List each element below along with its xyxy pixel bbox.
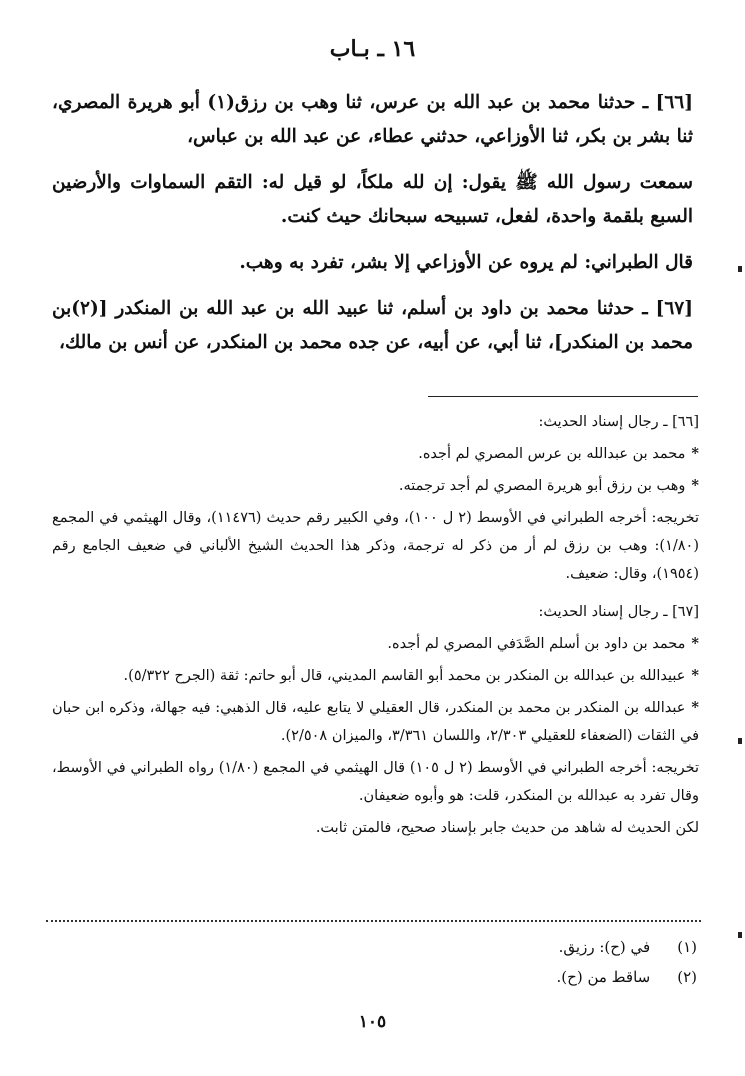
asterisk-icon: * — [691, 667, 699, 684]
footnote-1 — [52, 934, 697, 960]
asterisk-icon: * — [691, 477, 699, 494]
tabarani-comment: قال الطبراني: لم يروه عن الأوزاعي إلا بشر، تفرد به وهب. — [239, 252, 693, 273]
notes-66-takhrij: تخريجه: أخرجه الطبراني في الأوسط (٢ ل ١٠٠)، وفي الكبير رقم حديث (١١٤٧٦)، وقال الهيثمي في المجمع (١/٨٠): وهب بن رزق لم أر من ذكر له ترجمة، وذكر هذا الحديث الشيخ الألباني في ضعيف الجامع رقم (١٩٥٤)، وقال: ضعيف. — [52, 510, 699, 582]
asterisk-icon: * — [691, 635, 699, 652]
hadith-66-text: حدثنا محمد بن عبد الله بن عرس، ثنا وهب بن رزق(١) أبو هريرة المصري، ثنا بشر بن بكر، ثنا الأوزاعي، حدثني عطاء، عن عبد الله بن عباس، — [52, 92, 693, 147]
notes-section — [52, 408, 699, 852]
footnote-number: (١) — [677, 938, 697, 956]
notes-67-heading: [٦٧] ـ رجال إسناد الحديث: — [538, 604, 699, 620]
narrator-item: *وهب بن رزق أبو هريرة المصري لم أجد ترجمته. — [398, 477, 699, 494]
notes-66-heading: [٦٦] ـ رجال إسناد الحديث: — [538, 414, 699, 430]
footnote-number: (٢) — [677, 968, 697, 986]
page-number: ١٠٥ — [358, 1012, 387, 1032]
narrator-item: *محمد بن عبدالله بن عرس المصري لم أجده. — [418, 445, 699, 462]
hadith-67-number: [٦٧] ـ — [642, 298, 693, 319]
chapter-title: ١٦ ـ بـاب — [329, 36, 416, 62]
margin-mark — [738, 932, 742, 938]
hadith-66-number: [٦٦] ـ — [642, 92, 694, 113]
narrator-item: *عبدالله بن المنكدر بن محمد بن المنكدر، قال العقيلي لا يتابع عليه، قال الذهبي: فيه جهالة، وذكره ابن حبان في الثقات (الضعفاء للعقيلي ٢/٣٠٣، واللسان ٣/٣٦١، والميزان ٢/٥٠٨). — [52, 699, 699, 744]
footnote-2 — [52, 964, 697, 990]
hadith-66-matn: سمعت رسول الله ﷺ يقول: إن لله ملكاً، لو قيل له: التقم السماوات والأرضين السبع بلقمة واحدة، لفعل، تسبيحه سبحانك حيث كنت. — [52, 172, 693, 227]
main-text — [52, 86, 693, 370]
footnote-text: في (ح): رزيق. — [558, 938, 651, 956]
hadith-66 — [52, 86, 693, 154]
notes-66 — [52, 408, 699, 588]
hadith-67 — [52, 292, 693, 360]
notes-67-conclusion: لكن الحديث له شاهد من حديث جابر بإسناد صحيح، فالمتن ثابت. — [315, 820, 699, 836]
asterisk-icon: * — [691, 445, 699, 462]
notes-67-takhrij: تخريجه: أخرجه الطبراني في الأوسط (٢ ل ١٠٥) قال الهيثمي في المجمع (١/٨٠) رواه الطبراني في الأوسط، وقال تفرد به عبدالله بن المنكدر، قلت: هو وأبوه ضعيفان. — [52, 760, 699, 804]
margin-mark — [738, 738, 742, 744]
footnote-text: ساقط من (ح). — [556, 968, 651, 986]
notes-divider — [428, 396, 698, 397]
narrator-item: *محمد بن داود بن أسلم الصَّدَفي المصري لم أجده. — [387, 635, 699, 652]
notes-67 — [52, 598, 699, 842]
narrator-item: *عبيدالله بن عبدالله بن المنكدر بن محمد أبو القاسم المديني، قال أبو حاتم: ثقة (الجرح ٥/٣٢٢). — [123, 667, 699, 684]
footnote-divider — [46, 920, 701, 922]
asterisk-icon: * — [691, 699, 699, 716]
hadith-67-text: حدثنا محمد بن داود بن أسلم، ثنا عبيد الله بن عبد الله بن المنكدر [(٢)بن محمد بن المنكدر]، ثنا أبي، عن أبيه، عن جده محمد بن المنكدر، عن أنس بن مالك، — [52, 298, 693, 353]
margin-mark — [738, 266, 742, 272]
